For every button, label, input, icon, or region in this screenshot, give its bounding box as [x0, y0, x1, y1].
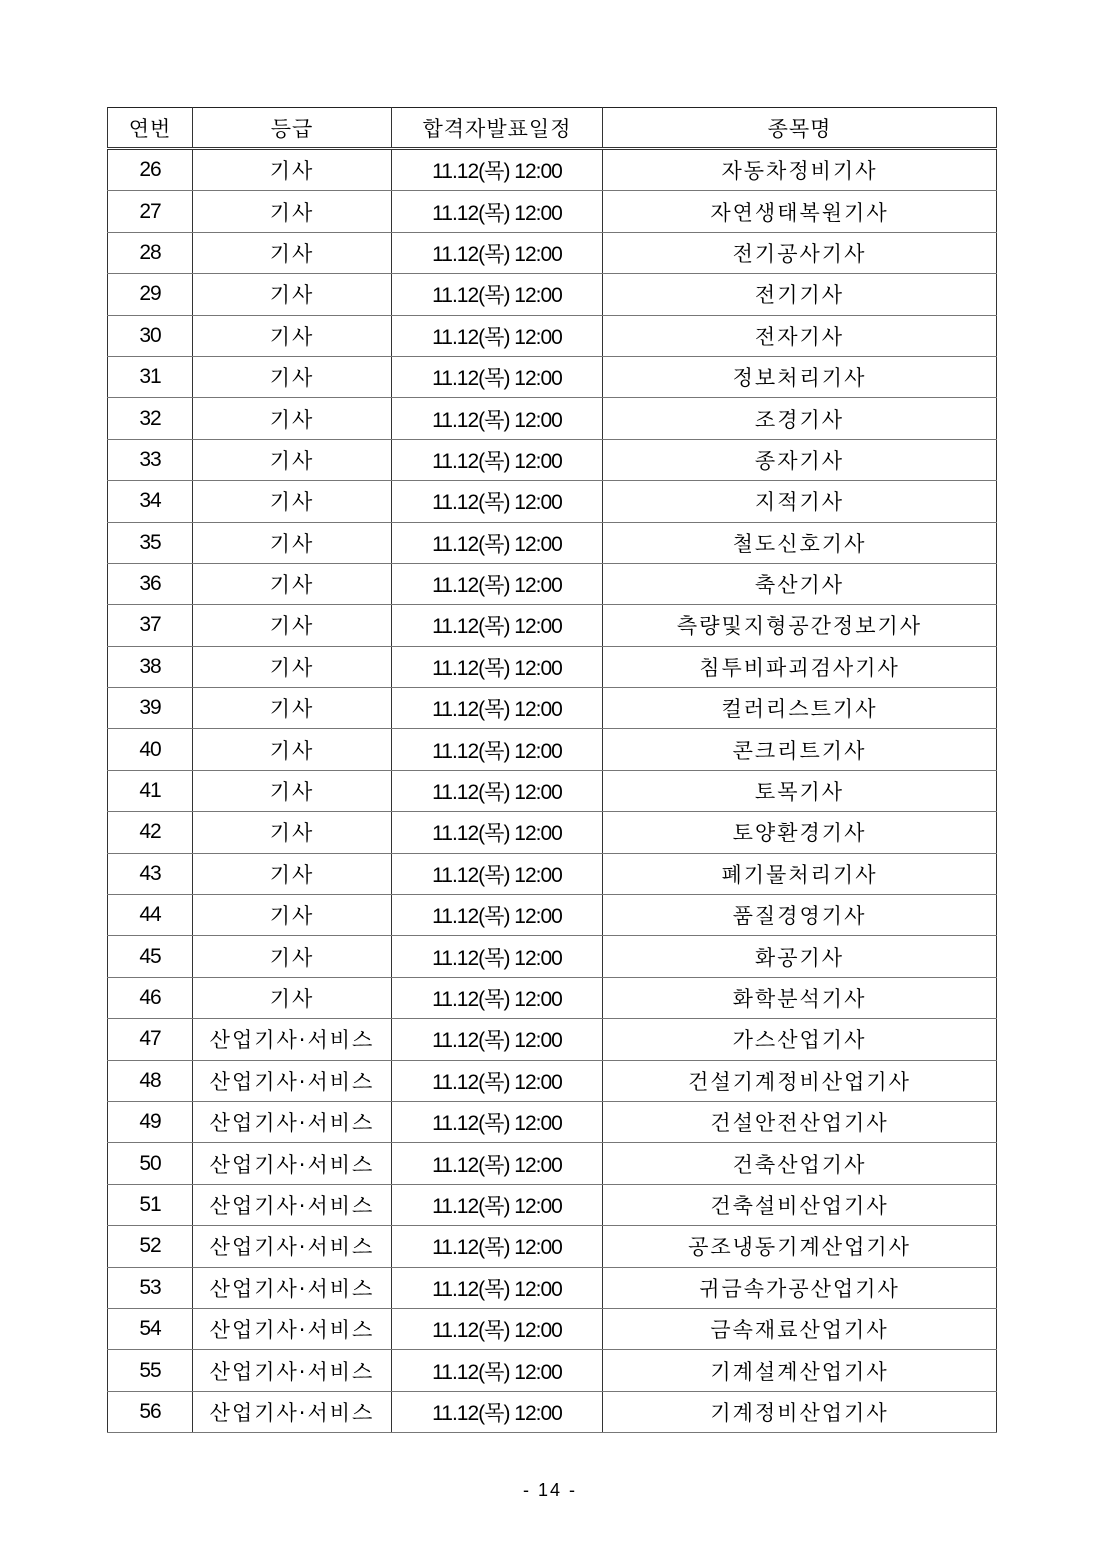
cell-grade: 기사: [193, 439, 392, 480]
cell-subject-name: 측량및지형공간정보기사: [603, 605, 997, 646]
cell-grade: 기사: [193, 274, 392, 315]
cell-subject-name: 공조냉동기계산업기사: [603, 1226, 997, 1267]
cell-grade: 기사: [193, 895, 392, 936]
cell-grade: 산업기사·서비스: [193, 1019, 392, 1060]
cell-announcement-date: 11.12(목) 12:00: [392, 1308, 603, 1349]
cell-serial-number: 51: [108, 1184, 193, 1225]
table-row: [108, 1226, 997, 1267]
cell-subject-name: 전자기사: [603, 315, 997, 356]
cell-announcement-date: 11.12(목) 12:00: [392, 356, 603, 397]
cell-serial-number: 40: [108, 729, 193, 770]
cell-announcement-date: 11.12(목) 12:00: [392, 149, 603, 191]
cell-announcement-date: 11.12(목) 12:00: [392, 274, 603, 315]
cell-subject-name: 건설안전산업기사: [603, 1101, 997, 1142]
cell-announcement-date: 11.12(목) 12:00: [392, 1143, 603, 1184]
cell-serial-number: 41: [108, 770, 193, 811]
table-row: [108, 1267, 997, 1308]
table-row: [108, 1101, 997, 1142]
cell-serial-number: 28: [108, 232, 193, 273]
cell-grade: 기사: [193, 646, 392, 687]
header-serial-number: 연번: [108, 108, 193, 149]
cell-announcement-date: 11.12(목) 12:00: [392, 1101, 603, 1142]
cell-serial-number: 27: [108, 191, 193, 232]
cell-grade: 산업기사·서비스: [193, 1143, 392, 1184]
cell-serial-number: 34: [108, 481, 193, 522]
cell-announcement-date: 11.12(목) 12:00: [392, 853, 603, 894]
cell-announcement-date: 11.12(목) 12:00: [392, 1226, 603, 1267]
cell-subject-name: 콘크리트기사: [603, 729, 997, 770]
cell-serial-number: 32: [108, 398, 193, 439]
cell-announcement-date: 11.12(목) 12:00: [392, 605, 603, 646]
cell-subject-name: 종자기사: [603, 439, 997, 480]
cell-serial-number: 31: [108, 356, 193, 397]
table-row: [108, 646, 997, 687]
table-body: [108, 149, 997, 1433]
cell-serial-number: 26: [108, 149, 193, 191]
table-row: [108, 1019, 997, 1060]
cell-serial-number: 35: [108, 522, 193, 563]
table-row: [108, 605, 997, 646]
cell-grade: 기사: [193, 729, 392, 770]
cell-announcement-date: 11.12(목) 12:00: [392, 1184, 603, 1225]
cell-serial-number: 53: [108, 1267, 193, 1308]
header-announcement-date: 합격자발표일정: [392, 108, 603, 149]
cell-announcement-date: 11.12(목) 12:00: [392, 688, 603, 729]
cell-grade: 기사: [193, 398, 392, 439]
cell-subject-name: 자연생태복원기사: [603, 191, 997, 232]
table-row: [108, 1143, 997, 1184]
cell-serial-number: 54: [108, 1308, 193, 1349]
cell-grade: 산업기사·서비스: [193, 1060, 392, 1101]
cell-subject-name: 기계정비산업기사: [603, 1391, 997, 1432]
table-row: [108, 315, 997, 356]
cell-serial-number: 33: [108, 439, 193, 480]
cell-grade: 기사: [193, 977, 392, 1018]
cell-serial-number: 44: [108, 895, 193, 936]
table-row: [108, 770, 997, 811]
table-row: [108, 688, 997, 729]
cell-grade: 기사: [193, 149, 392, 191]
table-row: [108, 398, 997, 439]
cell-announcement-date: 11.12(목) 12:00: [392, 481, 603, 522]
cell-serial-number: 45: [108, 936, 193, 977]
cell-serial-number: 50: [108, 1143, 193, 1184]
table-row: [108, 812, 997, 853]
cell-announcement-date: 11.12(목) 12:00: [392, 1391, 603, 1432]
cell-announcement-date: 11.12(목) 12:00: [392, 1267, 603, 1308]
cell-announcement-date: 11.12(목) 12:00: [392, 563, 603, 604]
cell-announcement-date: 11.12(목) 12:00: [392, 439, 603, 480]
cell-grade: 산업기사·서비스: [193, 1101, 392, 1142]
cell-announcement-date: 11.12(목) 12:00: [392, 977, 603, 1018]
cell-grade: 산업기사·서비스: [193, 1350, 392, 1391]
cell-grade: 기사: [193, 191, 392, 232]
cell-subject-name: 가스산업기사: [603, 1019, 997, 1060]
document-page: [107, 107, 996, 1433]
cell-grade: 기사: [193, 481, 392, 522]
cell-grade: 기사: [193, 563, 392, 604]
cell-subject-name: 건설기계정비산업기사: [603, 1060, 997, 1101]
cell-grade: 산업기사·서비스: [193, 1184, 392, 1225]
cell-subject-name: 지적기사: [603, 481, 997, 522]
cell-grade: 기사: [193, 688, 392, 729]
cell-serial-number: 56: [108, 1391, 193, 1432]
cell-grade: 산업기사·서비스: [193, 1267, 392, 1308]
header-subject-name: 종목명: [603, 108, 997, 149]
cell-subject-name: 전기기사: [603, 274, 997, 315]
cell-announcement-date: 11.12(목) 12:00: [392, 398, 603, 439]
cell-subject-name: 토양환경기사: [603, 812, 997, 853]
cell-announcement-date: 11.12(목) 12:00: [392, 232, 603, 273]
cell-subject-name: 귀금속가공산업기사: [603, 1267, 997, 1308]
cell-serial-number: 55: [108, 1350, 193, 1391]
table-row: [108, 232, 997, 273]
cell-subject-name: 화공기사: [603, 936, 997, 977]
cell-announcement-date: 11.12(목) 12:00: [392, 1019, 603, 1060]
cell-serial-number: 38: [108, 646, 193, 687]
cell-subject-name: 정보처리기사: [603, 356, 997, 397]
cell-grade: 기사: [193, 356, 392, 397]
cell-serial-number: 42: [108, 812, 193, 853]
table-row: [108, 563, 997, 604]
table-header: [108, 108, 997, 149]
cell-subject-name: 전기공사기사: [603, 232, 997, 273]
cell-subject-name: 건축설비산업기사: [603, 1184, 997, 1225]
cell-grade: 산업기사·서비스: [193, 1226, 392, 1267]
cell-grade: 기사: [193, 315, 392, 356]
cell-announcement-date: 11.12(목) 12:00: [392, 522, 603, 563]
cell-grade: 기사: [193, 232, 392, 273]
cell-grade: 기사: [193, 605, 392, 646]
cell-grade: 기사: [193, 770, 392, 811]
cell-announcement-date: 11.12(목) 12:00: [392, 191, 603, 232]
cell-subject-name: 축산기사: [603, 563, 997, 604]
table-row: [108, 356, 997, 397]
cell-serial-number: 37: [108, 605, 193, 646]
cell-subject-name: 화학분석기사: [603, 977, 997, 1018]
cell-subject-name: 건축산업기사: [603, 1143, 997, 1184]
cell-announcement-date: 11.12(목) 12:00: [392, 315, 603, 356]
table-row: [108, 1184, 997, 1225]
cell-subject-name: 자동차정비기사: [603, 149, 997, 191]
cell-subject-name: 컬러리스트기사: [603, 688, 997, 729]
cell-announcement-date: 11.12(목) 12:00: [392, 770, 603, 811]
cell-serial-number: 52: [108, 1226, 193, 1267]
cell-serial-number: 30: [108, 315, 193, 356]
table-row: [108, 895, 997, 936]
table-row: [108, 1350, 997, 1391]
cell-announcement-date: 11.12(목) 12:00: [392, 729, 603, 770]
table-row: [108, 149, 997, 191]
cell-announcement-date: 11.12(목) 12:00: [392, 1350, 603, 1391]
table-row: [108, 481, 997, 522]
exam-result-schedule-table: [107, 107, 997, 1433]
cell-announcement-date: 11.12(목) 12:00: [392, 1060, 603, 1101]
cell-grade: 기사: [193, 936, 392, 977]
page-number: - 14 -: [522, 1480, 577, 1500]
cell-serial-number: 46: [108, 977, 193, 1018]
cell-grade: 기사: [193, 853, 392, 894]
cell-subject-name: 폐기물처리기사: [603, 853, 997, 894]
cell-serial-number: 48: [108, 1060, 193, 1101]
cell-subject-name: 금속재료산업기사: [603, 1308, 997, 1349]
table-header-row: [108, 108, 997, 149]
table-row: [108, 439, 997, 480]
cell-subject-name: 품질경영기사: [603, 895, 997, 936]
cell-grade: 기사: [193, 812, 392, 853]
header-grade: 등급: [193, 108, 392, 149]
table-row: [108, 936, 997, 977]
table-row: [108, 1308, 997, 1349]
cell-serial-number: 49: [108, 1101, 193, 1142]
table-row: [108, 729, 997, 770]
table-row: [108, 1060, 997, 1101]
cell-grade: 산업기사·서비스: [193, 1308, 392, 1349]
cell-subject-name: 토목기사: [603, 770, 997, 811]
table-row: [108, 522, 997, 563]
cell-grade: 기사: [193, 522, 392, 563]
table-row: [108, 977, 997, 1018]
cell-announcement-date: 11.12(목) 12:00: [392, 895, 603, 936]
cell-announcement-date: 11.12(목) 12:00: [392, 812, 603, 853]
cell-announcement-date: 11.12(목) 12:00: [392, 936, 603, 977]
cell-serial-number: 39: [108, 688, 193, 729]
table-row: [108, 1391, 997, 1432]
cell-serial-number: 36: [108, 563, 193, 604]
cell-subject-name: 침투비파괴검사기사: [603, 646, 997, 687]
table-row: [108, 853, 997, 894]
cell-announcement-date: 11.12(목) 12:00: [392, 646, 603, 687]
cell-serial-number: 47: [108, 1019, 193, 1060]
table-row: [108, 191, 997, 232]
cell-grade: 산업기사·서비스: [193, 1391, 392, 1432]
cell-subject-name: 철도신호기사: [603, 522, 997, 563]
cell-serial-number: 29: [108, 274, 193, 315]
cell-subject-name: 조경기사: [603, 398, 997, 439]
table-row: [108, 274, 997, 315]
cell-subject-name: 기계설계산업기사: [603, 1350, 997, 1391]
cell-serial-number: 43: [108, 853, 193, 894]
